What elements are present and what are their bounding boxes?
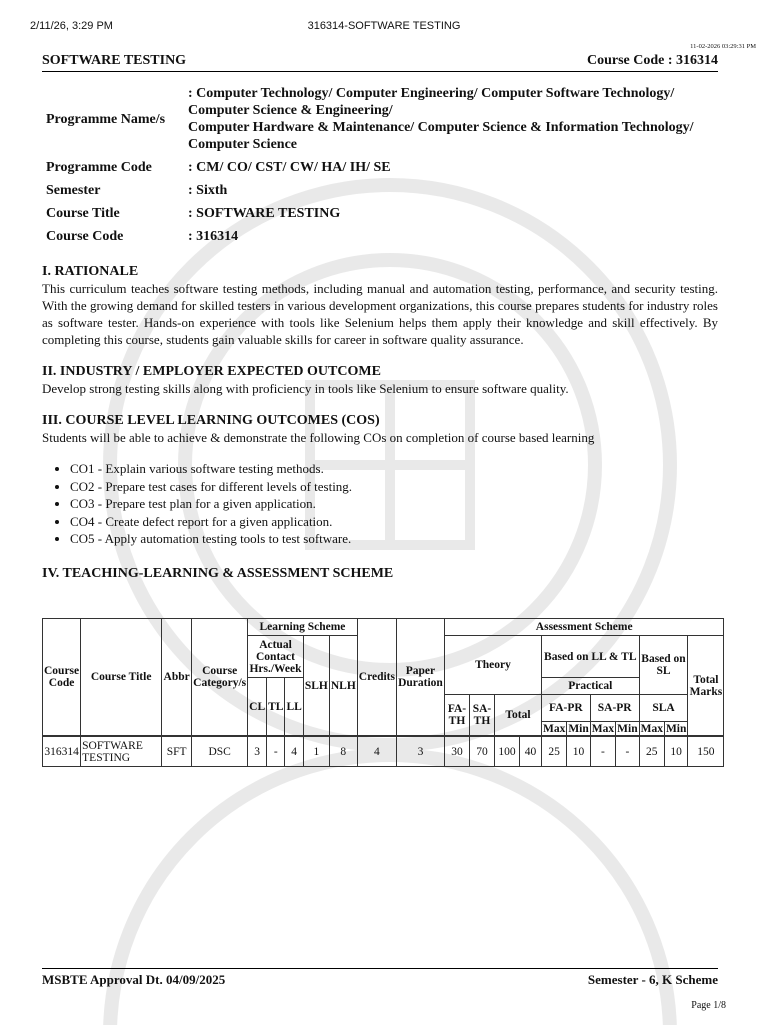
header-sa-pr: SA-PR (590, 695, 639, 722)
cell-total-marks: 150 (688, 737, 724, 767)
cell-tl: - (267, 737, 285, 767)
cell-th-total-min: 40 (519, 737, 541, 767)
header-min: Min (617, 722, 638, 735)
info-row (42, 202, 718, 225)
list-item: • CO2 - Prepare test cases for different levels of testing. (70, 478, 718, 496)
cell-sa-th-max: 70 (469, 737, 494, 767)
info-value: : Sixth (188, 183, 228, 198)
rationale-text: This curriculum teaches software testing methods, including manual and automation testing, performance, and security testing. With the growing demand for skilled testers in various development organizations, this course prepares students for industry roles as software tester. Hands-on experience with tools like Selenium helps them apply their knowledge and skill effectively. By completing this course, students gain valuable skills for career in software quality assurance. (42, 281, 718, 347)
header-min: Min (665, 722, 687, 735)
info-value: : 316314 (188, 229, 239, 244)
header-course-title: Course Title (81, 619, 162, 736)
print-datetime: 2/11/26, 3:29 PM (30, 20, 113, 32)
generated-stamp: 11-02-2026 03:29:31 PM (690, 43, 756, 50)
header-course-code: Course Code (43, 619, 81, 736)
list-item: • CO4 - Create defect report for a given application. (70, 513, 718, 531)
section-heading-industry: II. INDUSTRY / EMPLOYER EXPECTED OUTCOME (42, 364, 381, 379)
cell-sa-pr-min: - (616, 737, 639, 767)
teaching-assessment-table (42, 618, 724, 767)
industry-text: Develop strong testing skills along with proficiency in tools like Selenium to ensure software quality. (42, 381, 569, 396)
header-fa-th: FA-TH (444, 695, 469, 736)
approval-date: MSBTE Approval Dt. 04/09/2025 (42, 972, 226, 987)
cos-intro: Students will be able to achieve & demonstrate the following COs on completion of course based learning (42, 430, 595, 445)
table-row (43, 737, 724, 767)
print-doc-title: 316314-SOFTWARE TESTING (307, 20, 461, 32)
header-ll: LL (285, 678, 303, 736)
header-tl: TL (267, 678, 285, 736)
header-learning-scheme: Learning Scheme (248, 619, 358, 636)
info-value-line: : Computer Technology/ Computer Engineering/ Computer Software Technology/ (188, 86, 675, 101)
list-item: • CO1 - Explain various software testing methods. (70, 460, 718, 478)
info-row (42, 82, 718, 156)
header-category: Course Category/s (192, 619, 248, 736)
info-value: : CM/ CO/ CST/ CW/ HA/ IH/ SE (188, 160, 391, 175)
header-max: Max (542, 722, 566, 735)
header-sla: SLA (639, 695, 688, 722)
header-assessment-scheme: Assessment Scheme (444, 619, 723, 636)
section-heading-scheme: IV. TEACHING-LEARNING & ASSESSMENT SCHEME (42, 565, 394, 581)
info-row (42, 156, 718, 179)
page-number: Page 1/8 (691, 1000, 726, 1011)
header-based-ll-tl: Based on LL & TL (541, 636, 639, 678)
cell-title: SOFTWARE TESTING (81, 737, 162, 767)
info-row (42, 225, 718, 248)
info-key: Programme Code (46, 160, 152, 175)
cell-ll: 4 (285, 737, 303, 767)
page-footer (42, 968, 718, 988)
cell-nlh: 8 (329, 737, 357, 767)
header-theory: Theory (444, 636, 541, 695)
header-sa-th: SA-TH (469, 695, 494, 736)
programme-info-table (42, 82, 718, 248)
header-nlh: NLH (329, 636, 357, 736)
cell-cl: 3 (248, 737, 267, 767)
header-total-marks: Total Marks (688, 636, 724, 736)
course-code-heading: Course Code : 316314 (586, 53, 718, 68)
section-heading-cos: III. COURSE LEVEL LEARNING OUTCOMES (COS) (42, 413, 380, 428)
header-total: Total (494, 695, 541, 736)
info-key: Course Code (46, 229, 124, 244)
cos-list (42, 460, 718, 548)
info-value (184, 82, 718, 156)
cell-code: 316314 (43, 737, 81, 767)
info-row (42, 179, 718, 202)
section-heading-rationale: I. RATIONALE (42, 264, 139, 279)
cell-fa-th-max: 30 (444, 737, 469, 767)
info-key: Course Title (46, 206, 120, 221)
cell-credits: 4 (357, 737, 396, 767)
title-row (42, 53, 718, 72)
header-paper-duration: Paper Duration (396, 619, 444, 736)
cell-category: DSC (192, 737, 248, 767)
header-slh: SLH (303, 636, 329, 736)
info-key: Semester (46, 183, 101, 198)
cell-fa-pr-min: 10 (567, 737, 590, 767)
cell-sa-pr-max: - (590, 737, 615, 767)
header-max: Max (640, 722, 663, 735)
info-value-line: Computer Science & Engineering/ (188, 103, 393, 118)
header-max: Max (591, 722, 615, 735)
cell-slh: 1 (303, 737, 329, 767)
document-page (42, 53, 718, 582)
header-fa-pr: FA-PR (541, 695, 590, 722)
header-practical: Practical (541, 678, 639, 695)
course-title-heading: SOFTWARE TESTING (42, 53, 187, 68)
semester-scheme: Semester - 6, K Scheme (587, 972, 718, 987)
cell-fa-pr-max: 25 (541, 737, 566, 767)
cell-sla-min: 10 (664, 737, 687, 767)
info-value-line: Computer Hardware & Maintenance/ Computer Science & Information Technology/ (188, 120, 694, 135)
info-key: Programme Name/s (46, 111, 166, 127)
header-abbr: Abbr (162, 619, 192, 736)
header-actual-contact: Actual Contact Hrs./Week (248, 636, 304, 678)
cell-abbr: SFT (162, 737, 192, 767)
info-value: : SOFTWARE TESTING (188, 206, 341, 221)
header-cl: CL (248, 678, 267, 736)
info-value-line: Computer Science (188, 137, 297, 152)
list-item: • CO5 - Apply automation testing tools to test software. (70, 530, 718, 548)
header-credits: Credits (357, 619, 396, 736)
cell-sla-max: 25 (639, 737, 664, 767)
header-min: Min (568, 722, 589, 735)
header-based-sl: Based on SL (639, 636, 688, 695)
cell-th-total-max: 100 (494, 737, 519, 767)
cell-paper-duration: 3 (396, 737, 444, 767)
list-item: • CO3 - Prepare test plan for a given application. (70, 495, 718, 513)
